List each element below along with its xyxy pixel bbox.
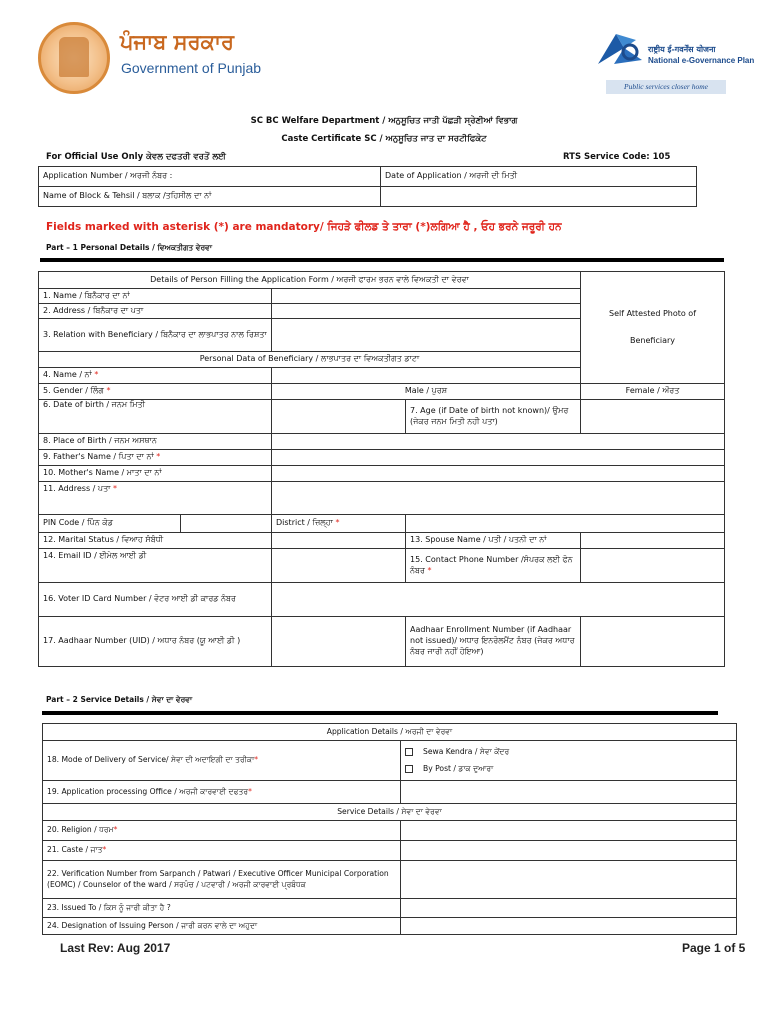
application-details-header: Application Details / ਅਰਜੀ ਦਾ ਵੇਰਵਾ xyxy=(43,724,737,741)
field-7-label: 7. Age (if Date of birth not known)/ ਉਮਰ (ਜੇਕਰ ਜਨਮ ਮਿਤੀ ਨਹੀ ਪਤਾ) xyxy=(406,400,581,434)
field-22-input[interactable] xyxy=(401,861,737,899)
field-9-input[interactable] xyxy=(272,450,725,466)
last-revision: Last Rev: Aug 2017 xyxy=(60,941,171,955)
field-1-input[interactable] xyxy=(272,289,581,304)
field-3-label: 3. Relation with Beneficiary / ਬਿਨੈਕਾਰ ਦਾ ਲਾਭਪਾਤਰ ਨਾਲ ਰਿਸ਼ਤਾ xyxy=(39,319,272,352)
mandatory-note: Fields marked with asterisk (*) are mandatory/ ਜਿਹੜੇ ਫੀਲਡ ਤੇ ਤਾਰਾ (*)ਲਗਿਆ ਹੈ , ਓਹ ਭਰਨੇ ਜਰੂਰੀ ਹਨ xyxy=(46,221,562,233)
department-title: SC BC Welfare Department / ਅਨੁਸੂਚਿਤ ਜਾਤੀ ਪੱਛੜੀ ਸ੍ਰੇਣੀਆਂ ਵਿਭਾਗ xyxy=(250,116,518,126)
official-use-label: For Official Use Only ਕੇਵਲ ਦਫਤਰੀ ਵਰਤੋਂ ਲਈ xyxy=(46,152,226,162)
delivery-options xyxy=(401,741,737,781)
option-sewa-kendra[interactable]: Sewa Kendra / ਸੇਵਾ ਕੇਂਦਰ xyxy=(405,747,732,757)
part2-title: Part – 2 Service Details / ਸੇਵਾ ਦਾ ਵੇਰਵਾ xyxy=(46,695,193,704)
gender-male-option[interactable]: Male / ਪੁਰਸ਼ xyxy=(272,384,581,400)
pin-code-label: PIN Code / ਪਿੰਨ ਕੋਡ xyxy=(39,515,181,533)
photo-label-2: Beneficiary xyxy=(630,335,675,345)
field-20-label: 20. Religion / ਧਰਮ* xyxy=(43,821,401,841)
brand-punjabi: ਪੰਜਾਬ ਸਰਕਾਰ xyxy=(120,30,235,54)
service-details-table xyxy=(42,723,737,935)
block-tehsil-value[interactable] xyxy=(381,187,697,207)
by-post-checkbox[interactable] xyxy=(405,765,413,773)
enrolment-input[interactable] xyxy=(581,617,725,667)
sewa-kendra-checkbox[interactable] xyxy=(405,748,413,756)
field-22-label: 22. Verification Number from Sarpanch / Patwari / Executive Officer Municipal Corporation (EOMC) / Counselor of the ward / ਸਰਪੰਚ / ਪਟਵਾਰੀ / ਅਰਜੀ ਕਾਰਵਾਈ ਪ੍ਰਬੰਧਕ xyxy=(43,861,401,899)
field-17-input[interactable] xyxy=(272,617,406,667)
date-of-application-field[interactable]: Date of Application / ਅਰਜੀ ਦੀ ਮਿਤੀ xyxy=(381,167,697,187)
field-16-input[interactable] xyxy=(272,583,725,617)
personal-details-table xyxy=(38,271,725,667)
egov-hindi-text: राष्ट्रीय ई-गवर्नेंस योजना xyxy=(648,45,716,54)
field-24-label: 24. Designation of Issuing Person / ਜਾਰੀ ਕਰਨ ਵਾਲੇ ਦਾ ਅਹੁਦਾ xyxy=(43,918,401,935)
field-16-label: 16. Voter ID Card Number / ਵੋਟਰ ਆਈ ਡੀ ਕਾਰਡ ਨੰਬਰ xyxy=(39,583,272,617)
field-6-input[interactable] xyxy=(272,400,406,434)
field-21-label: 21. Caste / ਜਾਤ* xyxy=(43,841,401,861)
field-2-label: 2. Address / ਬਿਨੈਕਾਰ ਦਾ ਪਤਾ xyxy=(39,304,272,319)
district-input[interactable] xyxy=(406,515,725,533)
option-by-post[interactable]: By Post / ਡਾਕ ਦੁਆਰਾ xyxy=(405,764,732,774)
field-13-input[interactable] xyxy=(581,533,725,549)
field-10-input[interactable] xyxy=(272,466,725,482)
field-4-input[interactable] xyxy=(272,368,581,384)
rts-service-code: RTS Service Code: 105 xyxy=(563,152,671,162)
official-use-table xyxy=(38,166,697,207)
field-9-label: 9. Father's Name / ਪਿਤਾ ਦਾ ਨਾਂ * xyxy=(39,450,272,466)
field-11-label: 11. Address / ਪਤਾ * xyxy=(39,482,272,515)
service-details-header: Service Details / ਸੇਵਾ ਦਾ ਵੇਰਵਾ xyxy=(43,804,737,821)
field-24-input[interactable] xyxy=(401,918,737,935)
field-15-input[interactable] xyxy=(581,549,725,583)
photo-label-1: Self Attested Photo of xyxy=(608,308,697,318)
field-4-label: 4. Name / ਨਾਂ * xyxy=(39,368,272,384)
field-8-label: 8. Place of Birth / ਜਨਮ ਅਸਥਾਨ xyxy=(39,434,272,450)
field-12-input[interactable] xyxy=(272,533,406,549)
field-13-label: 13. Spouse Name / ਪਤੀ / ਪਤਨੀ ਦਾ ਨਾਂ xyxy=(406,533,581,549)
page-number: Page 1 of 5 xyxy=(682,941,746,955)
district-label: District / ਜ਼ਿਲ੍ਹਾ * xyxy=(272,515,406,533)
punjab-government-seal xyxy=(38,22,110,94)
field-19-label: 19. Application processing Office / ਅਰਜੀ ਕਾਰਵਾਈ ਦਫਤਰ* xyxy=(43,781,401,804)
field-10-label: 10. Mother's Name / ਮਾਤਾ ਦਾ ਨਾਂ xyxy=(39,466,272,482)
field-15-label: 15. Contact Phone Number /ਸੰਪਰਕ ਲਈ ਫੋਨ ਨੰਬਰ * xyxy=(406,549,581,583)
application-number-field[interactable]: Application Number / ਅਰਜੀ ਨੰਬਰ : xyxy=(39,167,381,187)
field-21-input[interactable] xyxy=(401,841,737,861)
personal-data-header: Personal Data of Beneficiary / ਲਾਭਪਾਤਰ ਦਾ ਵਿਅਕਤੀਗਤ ਡਾਟਾ xyxy=(39,352,581,368)
part2-divider xyxy=(42,711,718,715)
field-11-input[interactable] xyxy=(272,482,725,515)
part1-title: Part – 1 Personal Details / ਵਿਅਕਤੀਗਤ ਵੇਰਵਾ xyxy=(46,243,212,252)
field-7-input[interactable] xyxy=(581,400,725,434)
field-17-label: 17. Aadhaar Number (UID) / ਅਧਾਰ ਨੰਬਰ (ਯੂ ਆਈ ਡੀ ) xyxy=(39,617,272,667)
field-20-input[interactable] xyxy=(401,821,737,841)
enrolment-label: Aadhaar Enrollment Number (if Aadhaar not issued)/ ਅਧਾਰ ਇਨਰੋਲਮੈਂਟ ਨੰਬਰ (ਜੇਕਰ ਅਧਾਰ ਨੰਬਰ ਜਾਰੀ ਨਹੀਂ ਹੋਇਆ) xyxy=(406,617,581,667)
field-18-label: 18. Mode of Delivery of Service/ ਸੇਵਾ ਦੀ ਅਦਾਇਗੀ ਦਾ ਤਰੀਕਾ* xyxy=(43,741,401,781)
egov-english-text: National e-Governance Plan xyxy=(648,56,755,65)
field-8-input[interactable] xyxy=(272,434,725,450)
brand-english: Government of Punjab xyxy=(121,60,262,76)
block-tehsil-field[interactable]: Name of Block & Tehsil / ਬਲਾਕ /ਤਹਿਸੀਲ ਦਾ ਨਾਂ xyxy=(39,187,381,207)
egov-logo-icon xyxy=(594,30,646,68)
part1-divider xyxy=(40,258,724,262)
form-title: Caste Certificate SC / ਅਨੁਸੂਚਿਤ ਜਾਤ ਦਾ ਸਰਟੀਫਿਕੇਟ xyxy=(281,134,487,144)
pin-code-input[interactable] xyxy=(181,515,272,533)
field-14-input[interactable] xyxy=(272,549,406,583)
field-12-label: 12. Marital Status / ਵਿਆਹ ਸੰਬੰਧੀ xyxy=(39,533,272,549)
field-14-label: 14. Email ID / ਈਮੇਲ ਆਈ ਡੀ xyxy=(39,549,272,583)
gender-female-option[interactable]: Female / ਔਰਤ xyxy=(581,384,725,400)
field-1-label: 1. Name / ਬਿਨੈਕਾਰ ਦਾ ਨਾਂ xyxy=(39,289,272,304)
filler-header: Details of Person Filling the Application Form / ਅਰਜੀ ਫਾਰਮ ਭਰਨ ਵਾਲੇ ਵਿਅਕਤੀ ਦਾ ਵੇਰਵਾ xyxy=(39,272,581,289)
field-6-label: 6. Date of birth / ਜਨਮ ਮਿਤੀ xyxy=(39,400,272,434)
field-23-label: 23. Issued To / ਕਿਸ ਨੂੰ ਜਾਰੀ ਕੀਤਾ ਹੈ ? xyxy=(43,899,401,918)
field-5-label: 5. Gender / ਲਿੰਗ * xyxy=(39,384,272,400)
field-19-input[interactable] xyxy=(401,781,737,804)
field-3-input[interactable] xyxy=(272,319,581,352)
egov-tagline: Public services closer home xyxy=(606,80,726,94)
field-2-input[interactable] xyxy=(272,304,581,319)
photo-box[interactable] xyxy=(581,272,725,384)
field-23-input[interactable] xyxy=(401,899,737,918)
